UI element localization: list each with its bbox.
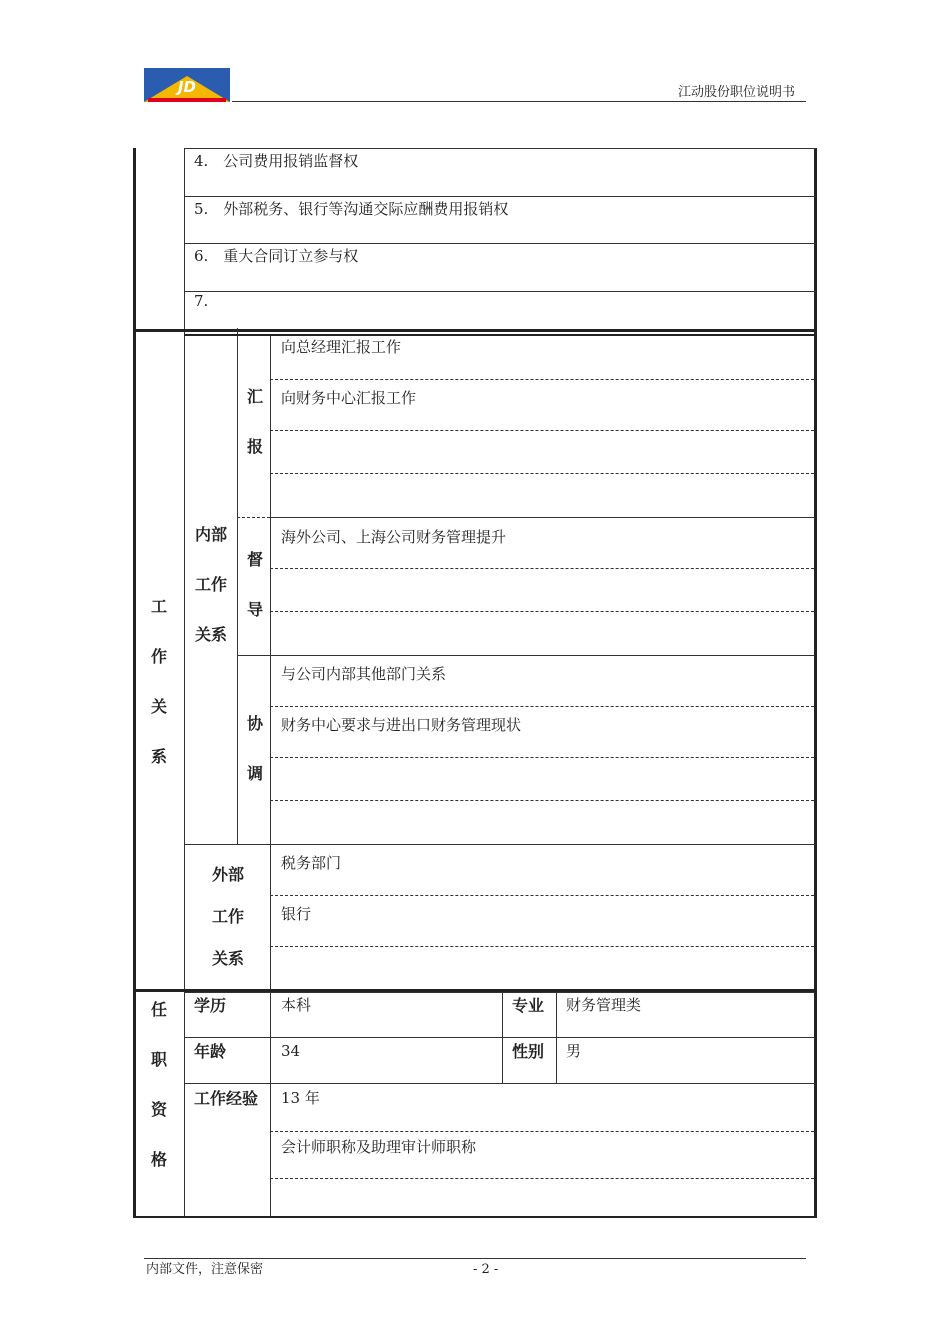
footer-confidential: 内部文件，注意保密: [146, 1262, 264, 1277]
gender-value: 男: [566, 1042, 582, 1060]
authority-item: 6. 重大合同订立参与权: [194, 247, 359, 265]
gender-label: 性别: [512, 1042, 545, 1061]
company-logo: [144, 68, 230, 102]
major-value: 财务管理类: [566, 996, 642, 1014]
age-label: 年龄: [194, 1042, 227, 1061]
external-item: 税务部门: [281, 854, 342, 872]
supervise-label: 督 导: [246, 550, 263, 619]
authority-item: 4. 公司费用报销监督权: [194, 152, 359, 170]
logo-red-bar: [148, 98, 226, 102]
footer-rule: [144, 1258, 806, 1259]
experience-item: 13 年: [281, 1089, 320, 1107]
education-label: 学历: [194, 996, 227, 1015]
report-label: 汇 报: [246, 387, 263, 456]
coordinate-item: 与公司内部其他部门关系: [281, 665, 447, 683]
education-value: 本科: [281, 996, 312, 1014]
page-number: - 2 -: [473, 1262, 499, 1277]
authority-item: 5. 外部税务、银行等沟通交际应酬费用报销权: [194, 200, 509, 218]
experience-item: 会计师职称及助理审计师职称: [281, 1138, 477, 1156]
header-rule: [232, 101, 806, 102]
supervise-item: 海外公司、上海公司财务管理提升: [281, 528, 507, 546]
logo-lettering: JD: [177, 78, 197, 96]
section-label-work-relations: 工 作 关 系: [150, 597, 167, 766]
document-title: 江动股份职位说明书: [678, 85, 796, 100]
age-value: 34: [281, 1042, 301, 1060]
external-item: 银行: [281, 905, 312, 923]
report-item: 向财务中心汇报工作: [281, 389, 417, 407]
coordinate-item: 财务中心要求与进出口财务管理现状: [281, 716, 522, 734]
section-label-qualification: 任 职 资 格: [150, 1000, 167, 1169]
report-item: 向总经理汇报工作: [281, 338, 402, 356]
authority-item: 7.: [194, 292, 209, 310]
major-label: 专业: [512, 996, 545, 1015]
coordinate-label: 协 调: [246, 714, 263, 783]
internal-relations-label: 内部 工作 关系: [194, 525, 227, 644]
external-relations-label: 外部 工作 关系: [211, 865, 244, 968]
experience-label: 工作经验: [194, 1089, 259, 1108]
